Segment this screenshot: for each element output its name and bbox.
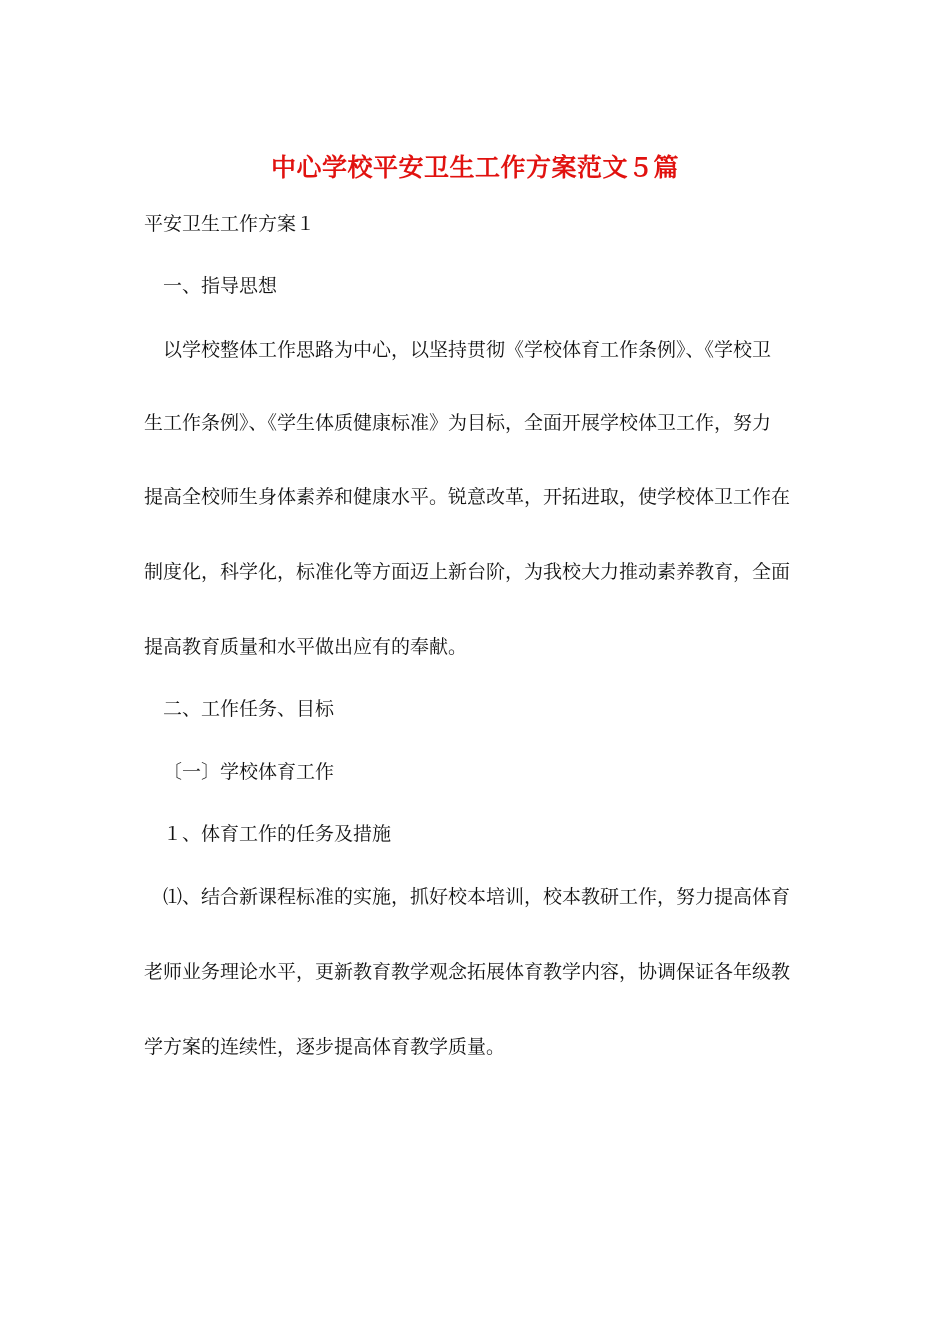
paragraph-line: 制度化，科学化，标准化等方面迈上新台阶，为我校大力推动素养教育，全面 — [144, 561, 791, 583]
subheading: 〔一〕学校体育工作 — [163, 761, 335, 783]
paragraph-line: 学方案的连续性，逐步提高体育教学质量。 — [144, 1036, 506, 1058]
document-title: 中心学校平安卫生工作方案范文５篇 — [270, 153, 679, 182]
section-heading: 平安卫生工作方案１ — [144, 213, 316, 235]
subheading: 一、指导思想 — [163, 275, 278, 297]
paragraph-line: 提高全校师生身体素养和健康水平。锐意改革，开拓进取，使学校体卫工作在 — [144, 486, 791, 508]
paragraph-line: 生工作条例》、《学生体质健康标准》为目标，全面开展学校体卫工作，努力 — [144, 412, 772, 434]
paragraph-line: 以学校整体工作思路为中心，以坚持贯彻《学校体育工作条例》、《学校卫 — [163, 339, 772, 361]
paragraph-line: 老师业务理论水平，更新教育教学观念拓展体育教学内容，协调保证各年级教 — [144, 961, 791, 983]
list-heading: １、体育工作的任务及措施 — [163, 823, 392, 845]
paragraph-line: ⑴、结合新课程标准的实施，抓好校本培训，校本教研工作，努力提高体育 — [163, 886, 791, 908]
subheading: 二、工作任务、目标 — [163, 698, 335, 720]
paragraph-line: 提高教育质量和水平做出应有的奉献。 — [144, 636, 468, 658]
